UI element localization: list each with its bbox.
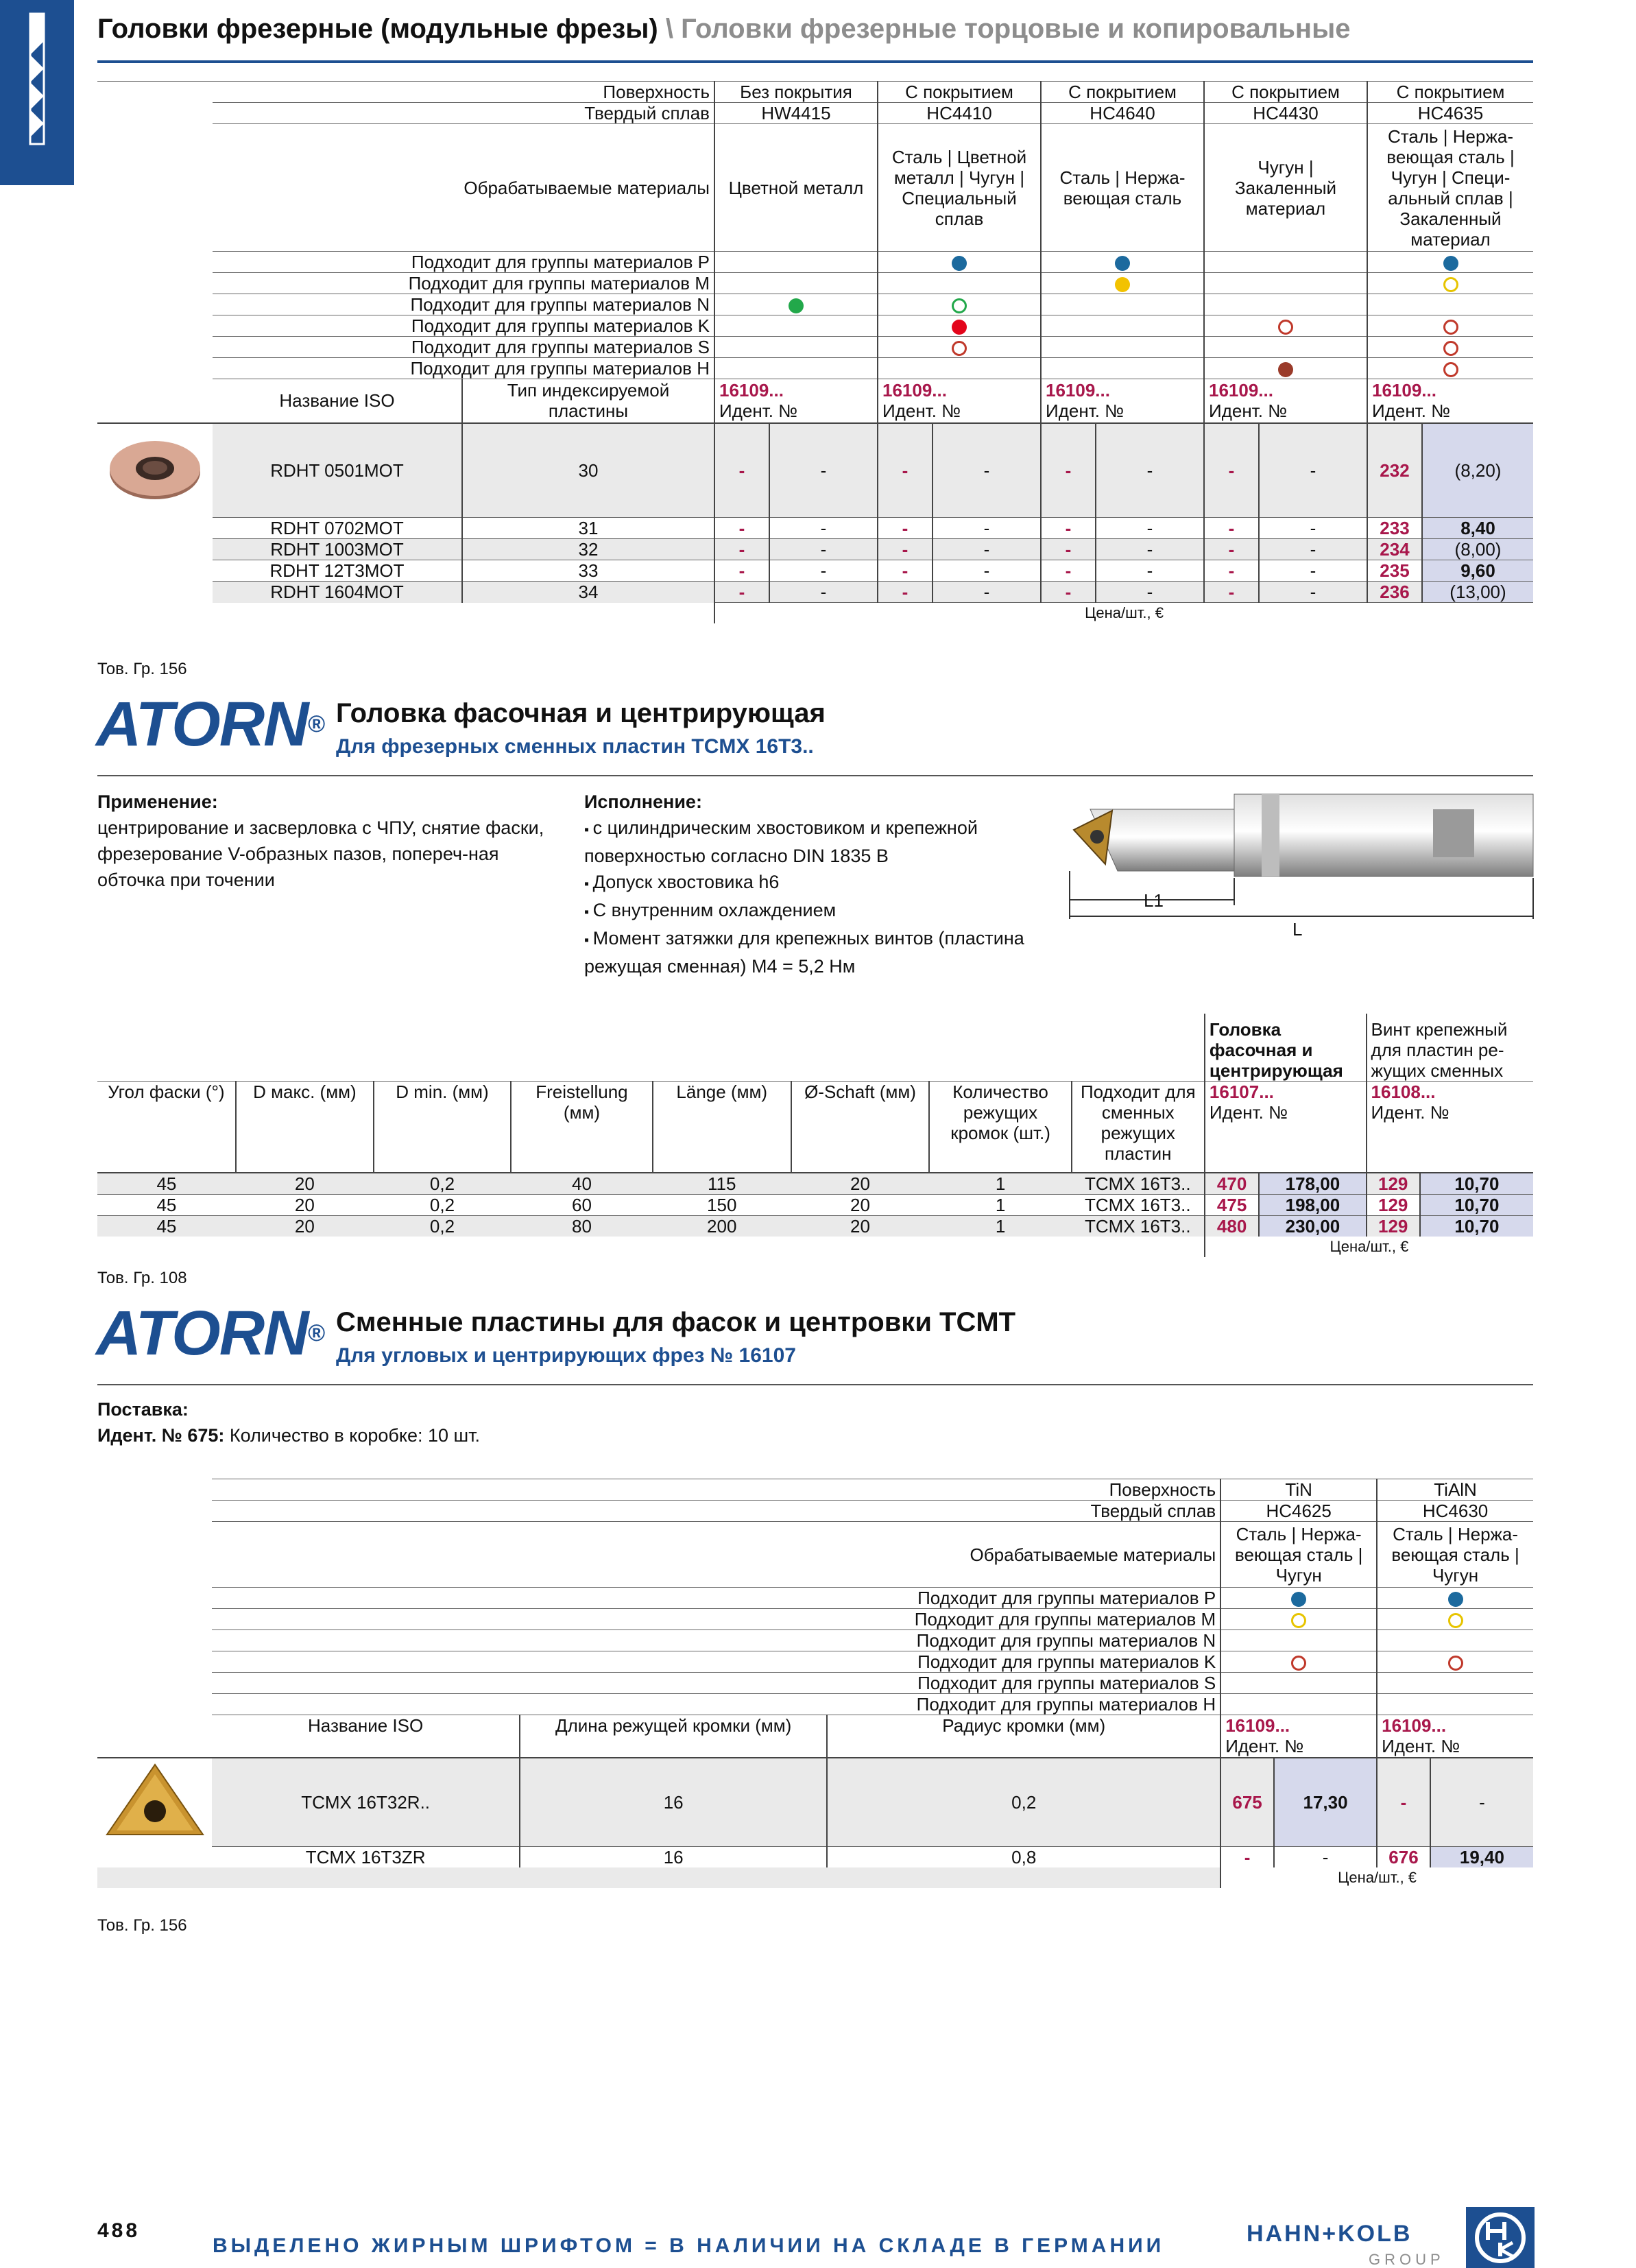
material-2: Сталь | Цветной металл | Чугун | Специальный сплав [878,124,1041,252]
application-text: центрирование и засверловка с ЧПУ, снятие фаски, фрезерование V-образных пазов, попереч-ная обточка при точении [97,817,544,890]
dash: - [769,423,878,518]
ring-red-icon [1278,320,1293,335]
dash: - [933,539,1041,560]
holder-table [97,1014,1533,1257]
dash: - [1204,518,1259,539]
coating-label: Поверхность [212,1479,1220,1501]
col-type: Тип индексируемой пластины [462,379,714,423]
cell-id: 129 [1367,1173,1420,1195]
id-label: Идент. № [1371,1101,1449,1123]
id-label: Идент. № [719,401,798,422]
row-price: 8,40 [1422,518,1533,539]
coating-1: Без покрытия [714,82,878,103]
materials-label: Обрабатываемые материалы [213,124,714,252]
row-id: 234 [1367,539,1422,560]
ring-red-icon [1443,341,1458,356]
dash: - [878,423,933,518]
triangle-insert-image [100,1759,210,1841]
dash: - [878,560,933,582]
cell-price: 198,00 [1259,1195,1366,1216]
col-frei: Freistellung (мм) [511,1081,653,1173]
ring-red-icon [1443,362,1458,377]
cell-edges: 1 [929,1173,1071,1195]
row-iso: RDHT 12T3MOT [213,560,462,582]
dot-yellow-icon [1115,277,1130,292]
coating-row [97,82,1533,103]
grade-row [97,1501,1533,1522]
cell-angle: 45 [97,1216,236,1237]
row-price: 17,30 [1274,1758,1377,1847]
supply-text: Количество в коробке: 10 шт. [229,1425,481,1446]
insert-table-rdht [97,81,1533,623]
round-insert-image [104,434,206,503]
id-label: Идент. № [1046,401,1124,422]
grade-2: HC4630 [1377,1501,1533,1522]
row-iso: TCMX 16T32R.. [212,1758,520,1847]
dash: - [933,423,1041,518]
hk-logo-icon [1466,2207,1535,2268]
col-length: Länge (мм) [653,1081,791,1173]
price-note: Цена/шт., € [1220,1867,1533,1888]
section-title: Сменные пластины для фасок и центровки TCMT [336,1307,1016,1337]
footer-brand: HAHN+KOLB [1247,2221,1412,2247]
group-label-s: Подходит для группы материалов S [213,337,714,358]
page-title [97,14,1350,45]
grade-row [97,103,1533,124]
grade-2: HC4410 [878,103,1041,124]
dash: - [714,539,769,560]
cell-insert: TCMX 16T3.. [1072,1195,1205,1216]
section-subtitle: Для угловых и центрирующих фрез № 16107 [336,1344,796,1367]
column-header-row [97,1715,1533,1758]
group-row-m [97,1609,1533,1630]
dash: - [1204,423,1259,518]
price-note-row [97,603,1533,624]
execution-item: ▪ с цилиндрическим хвостовиком и крепежной поверхностью согласно DIN 1835 B [584,815,1037,869]
id-prefix: 16109... [882,380,947,401]
table-row [97,423,1533,518]
dash: - [714,582,769,603]
dash: - [1041,582,1096,603]
col-radius: Радиус кромки (мм) [827,1715,1220,1758]
chamfer-tool-drawing [1063,782,1536,946]
table-row [97,1847,1533,1868]
dash: - [1096,539,1204,560]
coating-1: TiN [1220,1479,1377,1501]
row-price: 19,40 [1430,1847,1533,1868]
dim-l1: L1 [1144,890,1164,911]
grade-5: HC4635 [1367,103,1533,124]
column-header-row [97,379,1533,423]
col-shaft: Ø-Schaft (мм) [791,1081,930,1173]
group-row-n [97,294,1533,315]
row-price: (8,00) [1422,539,1533,560]
row-type: 31 [462,518,714,539]
row-id: 675 [1220,1758,1274,1847]
material-2: Сталь | Нержа-веющая сталь | Чугун [1377,1522,1533,1588]
dash: - [1096,518,1204,539]
execution-block [584,789,1037,979]
ring-yellow-icon [1448,1613,1463,1628]
group-label-h: Подходит для группы материалов H [213,358,714,379]
table-row [97,1758,1533,1847]
group-label-s: Подходит для группы материалов S [212,1673,1220,1694]
row-iso: RDHT 0501MOT [213,423,462,518]
materials-row [97,124,1533,252]
group-label-n: Подходит для группы материалов N [212,1630,1220,1651]
id-label: Идент. № [1382,1736,1460,1757]
cell-shaft: 20 [791,1195,930,1216]
dash: - [878,518,933,539]
coating-5: С покрытием [1367,82,1533,103]
cell-price: 10,70 [1420,1216,1533,1237]
dot-blue-icon [1448,1592,1463,1607]
execution-head: Исполнение: [584,791,702,812]
material-1: Цветной металл [714,124,878,252]
cell-frei: 40 [511,1173,653,1195]
grade-label: Твердый сплав [213,103,714,124]
cell-price: 10,70 [1420,1195,1533,1216]
col-insert: Подходит для сменных режущих пластин [1072,1081,1205,1173]
row-type: 32 [462,539,714,560]
dash: - [769,518,878,539]
supply-bold: Идент. № 675: [97,1425,225,1446]
table-row [97,518,1533,539]
group-row-n [97,1630,1533,1651]
cell-length: 150 [653,1195,791,1216]
coating-2: С покрытием [878,82,1041,103]
ring-green-icon [952,298,967,313]
cell-id: 129 [1367,1216,1420,1237]
dash: - [1204,560,1259,582]
coating-row [97,1479,1533,1501]
cell-id: 480 [1205,1216,1259,1237]
row-price: (13,00) [1422,582,1533,603]
dash: - [714,560,769,582]
coating-label: Поверхность [213,82,714,103]
cell-dmax: 20 [236,1216,374,1237]
row-iso: TCMX 16T3ZR [212,1847,520,1868]
supply-head: Поставка: [97,1399,189,1420]
coating-2: TiAlN [1377,1479,1533,1501]
dash: - [1096,560,1204,582]
row-type: 30 [462,423,714,518]
cell-shaft: 20 [791,1216,930,1237]
group-label-m: Подходит для группы материалов M [212,1609,1220,1630]
atorn-logo: ATORN® [96,1298,324,1368]
id-label: Идент. № [1209,401,1288,422]
ring-red-icon [1443,320,1458,335]
cell-id: 129 [1367,1195,1420,1216]
group-row-k [97,1651,1533,1673]
table-row [97,1216,1533,1237]
dot-blue-icon [1443,256,1458,271]
product-group: Тов. Гр. 156 [97,660,187,678]
cell-id: 470 [1205,1173,1259,1195]
group-label-p: Подходит для группы материалов P [213,252,714,273]
title-main: Головки фрезерные (модульные фрезы) [97,14,658,44]
section-subtitle: Для фрезерных сменных пластин TCMX 16T3.. [336,735,814,758]
dash: - [769,539,878,560]
id-prefix: 16109... [1046,380,1110,401]
insert-table-tcmt [97,1479,1533,1888]
cell-id: 475 [1205,1195,1259,1216]
cell-dmax: 20 [236,1195,374,1216]
brand-text: ATORN [96,689,308,759]
footer-slogan: ВЫДЕЛЕНО ЖИРНЫМ ШРИФТОМ = В НАЛИЧИИ НА СКЛАДЕ В ГЕРМАНИИ [213,2234,1165,2257]
dash: - [714,518,769,539]
drill-icon [0,0,74,185]
dash: - [769,560,878,582]
id-prefix: 16109... [1225,1715,1290,1736]
cell-insert: TCMX 16T3.. [1072,1216,1205,1237]
group-row-p [97,1588,1533,1609]
table-row [97,1195,1533,1216]
grade-3: HC4640 [1041,103,1204,124]
id-prefix: 16109... [1372,380,1436,401]
grade-label: Твердый сплав [212,1501,1220,1522]
cell-length: 200 [653,1216,791,1237]
row-id: - [1220,1847,1274,1868]
dot-blue-icon [952,256,967,271]
material-3: Сталь | Нержа-веющая сталь [1041,124,1204,252]
cell-insert: TCMX 16T3.. [1072,1173,1205,1195]
column-header-row [97,1081,1533,1173]
coating-3: С покрытием [1041,82,1204,103]
execution-item: ▪ С внутренним охлаждением [584,897,1037,925]
col-edges: Количество режущих кромок (шт.) [929,1081,1071,1173]
dash: - [933,560,1041,582]
row-id: 676 [1377,1847,1430,1868]
col-iso: Название ISO [213,379,462,423]
grade-1: HW4415 [714,103,878,124]
group-label-h: Подходит для группы материалов H [212,1694,1220,1715]
side-tab [0,0,74,185]
cell-edges: 1 [929,1216,1071,1237]
product-group: Тов. Гр. 156 [97,1916,187,1935]
group-label-k: Подходит для группы материалов K [212,1651,1220,1673]
dash: - [933,582,1041,603]
execution-item: ▪ Допуск хвостовика h6 [584,869,1037,897]
row-price: - [1274,1847,1377,1868]
dash: - [1041,518,1096,539]
row-type: 33 [462,560,714,582]
row-length: 16 [520,1847,827,1868]
id-prefix: 16109... [1382,1715,1447,1736]
group-row-s [97,337,1533,358]
row-price: - [1430,1758,1533,1847]
supply-block [97,1396,920,1448]
cell-frei: 80 [511,1216,653,1237]
group-label-p: Подходит для группы материалов P [212,1588,1220,1609]
price-note-row [97,1237,1533,1257]
grade-1: HC4625 [1220,1501,1377,1522]
cell-dmax: 20 [236,1173,374,1195]
dash: - [1096,423,1204,518]
row-iso: RDHT 1604MOT [213,582,462,603]
coating-4: С покрытием [1204,82,1367,103]
id-label: Идент. № [1225,1736,1304,1757]
grade-4: HC4430 [1204,103,1367,124]
col-length: Длина режущей кромки (мм) [520,1715,827,1758]
dash: - [1259,423,1367,518]
ring-yellow-icon [1291,1613,1306,1628]
row-type: 34 [462,582,714,603]
cell-price: 178,00 [1259,1173,1366,1195]
price-note-row [97,1867,1533,1888]
dash: - [1041,539,1096,560]
dash: - [1041,423,1096,518]
row-id: 235 [1367,560,1422,582]
materials-row [97,1522,1533,1588]
dash: - [1259,539,1367,560]
row-radius: 0,2 [827,1758,1220,1847]
title-separator: \ [665,14,674,44]
product-group: Тов. Гр. 108 [97,1269,187,1287]
holder-head: Головка фасочная и центрирующая [1205,1014,1367,1081]
dash: - [878,582,933,603]
cell-length: 115 [653,1173,791,1195]
row-price: (8,20) [1422,423,1533,518]
group-row-h [97,1694,1533,1715]
col-dmin: D min. (мм) [374,1081,511,1173]
col-dmax: D макс. (мм) [236,1081,374,1173]
col-angle: Угол фаски (°) [97,1081,236,1173]
price-note: Цена/шт., € [1205,1237,1533,1257]
dim-l: L [1292,919,1303,940]
group-row-p [97,252,1533,273]
title-sub: Головки фрезерные торцовые и копировальные [681,14,1351,44]
group-row-h [97,358,1533,379]
col-iso: Название ISO [212,1715,520,1758]
dot-green-icon [789,298,804,313]
dash: - [1259,582,1367,603]
row-id: 232 [1367,423,1422,518]
section-rule [97,775,1533,776]
material-1: Сталь | Нержа-веющая сталь | Чугун [1220,1522,1377,1588]
material-4: Чугун | Закаленный материал [1204,124,1367,252]
row-price: 9,60 [1422,560,1533,582]
section-rule [97,1384,1533,1385]
dot-blue-icon [1115,256,1130,271]
cell-price: 230,00 [1259,1216,1366,1237]
row-id: 233 [1367,518,1422,539]
brand-text: ATORN [96,1298,308,1368]
dash: - [1041,560,1096,582]
dash: - [1204,539,1259,560]
group-row-k [97,315,1533,337]
cell-edges: 1 [929,1195,1071,1216]
group-label-k: Подходит для группы материалов K [213,315,714,337]
dash: - [1204,582,1259,603]
ring-red-icon [1291,1656,1306,1671]
cell-dmin: 0,2 [374,1173,511,1195]
row-radius: 0,8 [827,1847,1220,1868]
cell-frei: 60 [511,1195,653,1216]
id-prefix: 16109... [1209,380,1273,401]
table-row [97,539,1533,560]
dash: - [1259,518,1367,539]
application-block [97,789,564,893]
table-row [97,582,1533,603]
group-row-m [97,273,1533,294]
material-5: Сталь | Нержа-веющая сталь | Чугун | Специ-альный сплав | Закаленный материал [1367,124,1533,252]
dot-brown-icon [1278,362,1293,377]
table-row [97,1173,1533,1195]
dash: - [933,518,1041,539]
dash: - [1259,560,1367,582]
ring-yellow-icon [1443,277,1458,292]
atorn-logo: ATORN® [96,689,324,759]
screw-head: Винт крепежный для пластин ре-жущих сменных [1367,1014,1533,1081]
row-iso: RDHT 0702MOT [213,518,462,539]
group-label-m: Подходит для группы материалов M [213,273,714,294]
materials-label: Обрабатываемые материалы [212,1522,1220,1588]
table-row [97,560,1533,582]
cell-angle: 45 [97,1195,236,1216]
cell-dmin: 0,2 [374,1195,511,1216]
row-id: 236 [1367,582,1422,603]
ring-red-icon [952,341,967,356]
row-iso: RDHT 1003MOT [213,539,462,560]
row-id: - [1377,1758,1430,1847]
application-head: Применение: [97,791,218,812]
id-label: Идент. № [1372,401,1451,422]
header-rule [97,60,1533,63]
price-note: Цена/шт., € [714,603,1533,624]
section-title: Головка фасочная и центрирующая [336,698,826,728]
cell-dmin: 0,2 [374,1216,511,1237]
dash: - [769,582,878,603]
id-label: Идент. № [882,401,961,422]
group-label-n: Подходит для группы материалов N [213,294,714,315]
id-prefix: 16107... [1209,1081,1274,1102]
footer-group: GROUP [1369,2251,1445,2268]
dot-red-icon [952,320,967,335]
id-prefix: 16108... [1371,1081,1436,1102]
id-prefix: 16109... [719,380,784,401]
group-row-s [97,1673,1533,1694]
group-header-row [97,1014,1533,1081]
dash: - [878,539,933,560]
page-number: 488 [97,2219,141,2242]
dash: - [1096,582,1204,603]
row-length: 16 [520,1758,827,1847]
cell-price: 10,70 [1420,1173,1533,1195]
ring-red-icon [1448,1656,1463,1671]
execution-item: ▪ Момент затяжки для крепежных винтов (пластина режущая сменная) M4 = 5,2 Нм [584,925,1037,979]
dot-blue-icon [1291,1592,1306,1607]
id-label: Идент. № [1209,1101,1288,1123]
dash: - [714,423,769,518]
cell-shaft: 20 [791,1173,930,1195]
cell-angle: 45 [97,1173,236,1195]
